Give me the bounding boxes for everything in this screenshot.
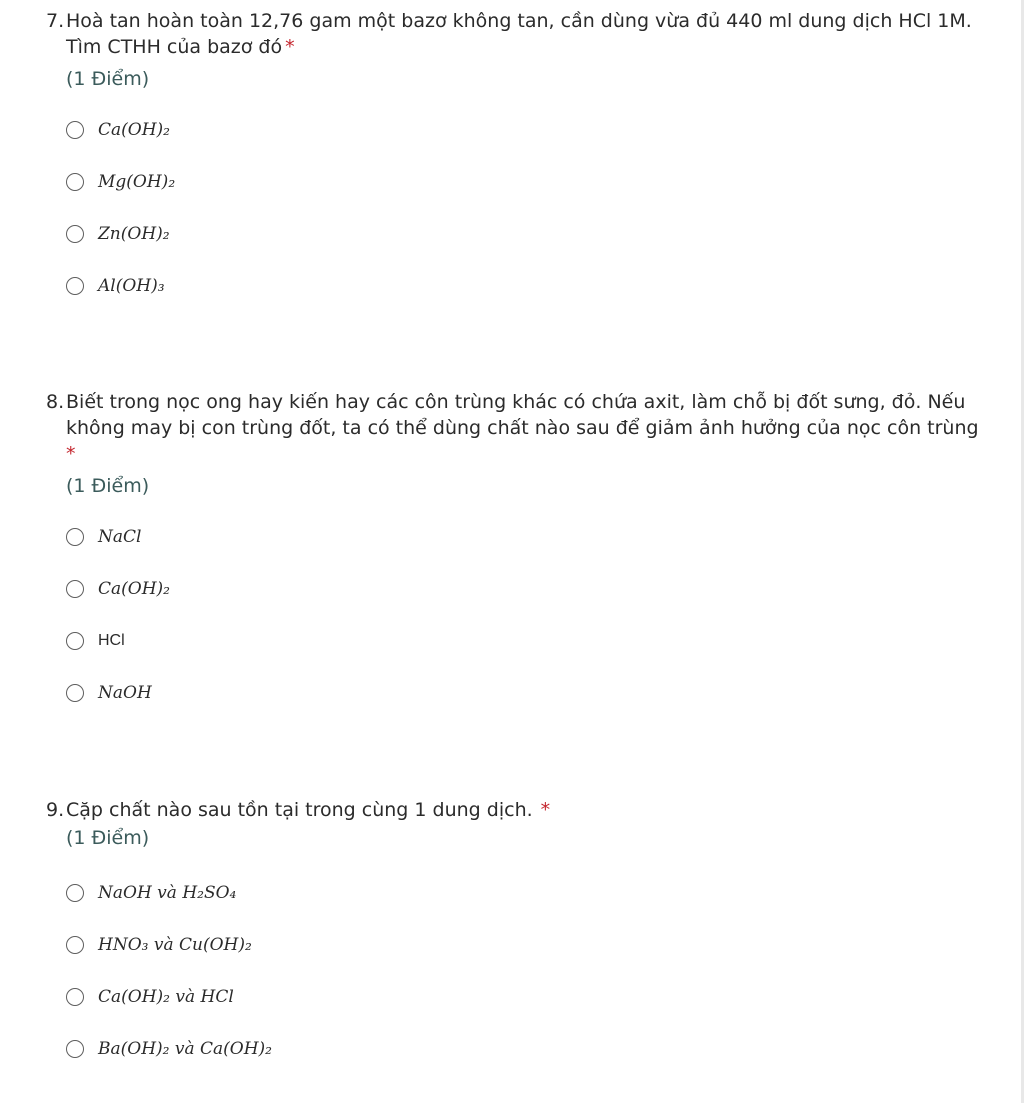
question-text-line2: không may bị con trùng đốt, ta có thể dùng chất nào sau để giảm ảnh hưởng của nọc côn trùng [66,417,979,439]
radio-button[interactable] [66,173,84,191]
radio-button[interactable] [66,632,84,650]
question-number: 9. [46,799,65,821]
radio-button[interactable] [66,225,84,243]
question-7 [46,8,996,312]
radio-button[interactable] [66,684,84,702]
question-text-line2: Tìm CTHH của bazơ đó [66,36,283,58]
option-label: Ca(OH)₂ [98,120,170,140]
required-star: * [285,36,295,58]
required-star: * [540,799,551,821]
option-mg-oh-2[interactable] [66,156,996,208]
question-text-line1: Cặp chất nào sau tồn tại trong cùng 1 dung dịch. [66,799,533,821]
question-points: (1 Điểm) [66,68,150,90]
option-label: Ba(OH)₂ và Ca(OH)₂ [98,1039,273,1059]
question-title [46,797,996,823]
options-list [66,104,996,312]
option-label: NaOH [98,683,152,703]
option-label: NaOH và H₂SO₄ [98,883,237,903]
option-label: Al(OH)₃ [98,276,165,296]
question-8 [46,389,996,719]
question-9 [46,797,996,1075]
option-ca-oh-2[interactable] [66,563,996,615]
option-ca-oh-2-hcl[interactable] [66,971,996,1023]
question-text-line1: Hoà tan hoàn toàn 12,76 gam một bazơ không tan, cần dùng vừa đủ 440 ml dung dịch HCl 1M. [66,10,972,32]
option-nacl[interactable] [66,511,996,563]
question-title [46,8,996,60]
options-list [66,511,996,719]
radio-button[interactable] [66,884,84,902]
required-star: * [66,443,76,465]
options-list [66,867,996,1075]
radio-button[interactable] [66,277,84,295]
option-al-oh-3[interactable] [66,260,996,312]
option-hno3-cu-oh-2[interactable] [66,919,996,971]
option-label: Ca(OH)₂ [98,579,170,599]
question-text-line1: Biết trong nọc ong hay kiến hay các côn trùng khác có chứa axit, làm chỗ bị đốt sưng, đỏ. Nếu [66,391,966,413]
radio-button[interactable] [66,988,84,1006]
option-ca-oh-2[interactable] [66,104,996,156]
option-label: HCl [98,632,125,649]
question-points: (1 Điểm) [66,827,150,849]
option-label: NaCl [98,527,142,547]
question-title [46,389,996,467]
radio-button[interactable] [66,580,84,598]
option-naoh[interactable] [66,667,996,719]
question-points: (1 Điểm) [66,475,150,497]
option-hcl[interactable] [66,615,996,667]
option-label: HNO₃ và Cu(OH)₂ [98,935,252,955]
radio-button[interactable] [66,528,84,546]
question-number: 7. [46,10,65,32]
option-naoh-h2so4[interactable] [66,867,996,919]
question-number: 8. [46,391,65,413]
option-label: Ca(OH)₂ và HCl [98,987,234,1007]
option-label: Mg(OH)₂ [98,172,176,192]
option-zn-oh-2[interactable] [66,208,996,260]
radio-button[interactable] [66,121,84,139]
option-label: Zn(OH)₂ [98,224,170,244]
radio-button[interactable] [66,936,84,954]
radio-button[interactable] [66,1040,84,1058]
option-ba-oh-2-ca-oh-2[interactable] [66,1023,996,1075]
